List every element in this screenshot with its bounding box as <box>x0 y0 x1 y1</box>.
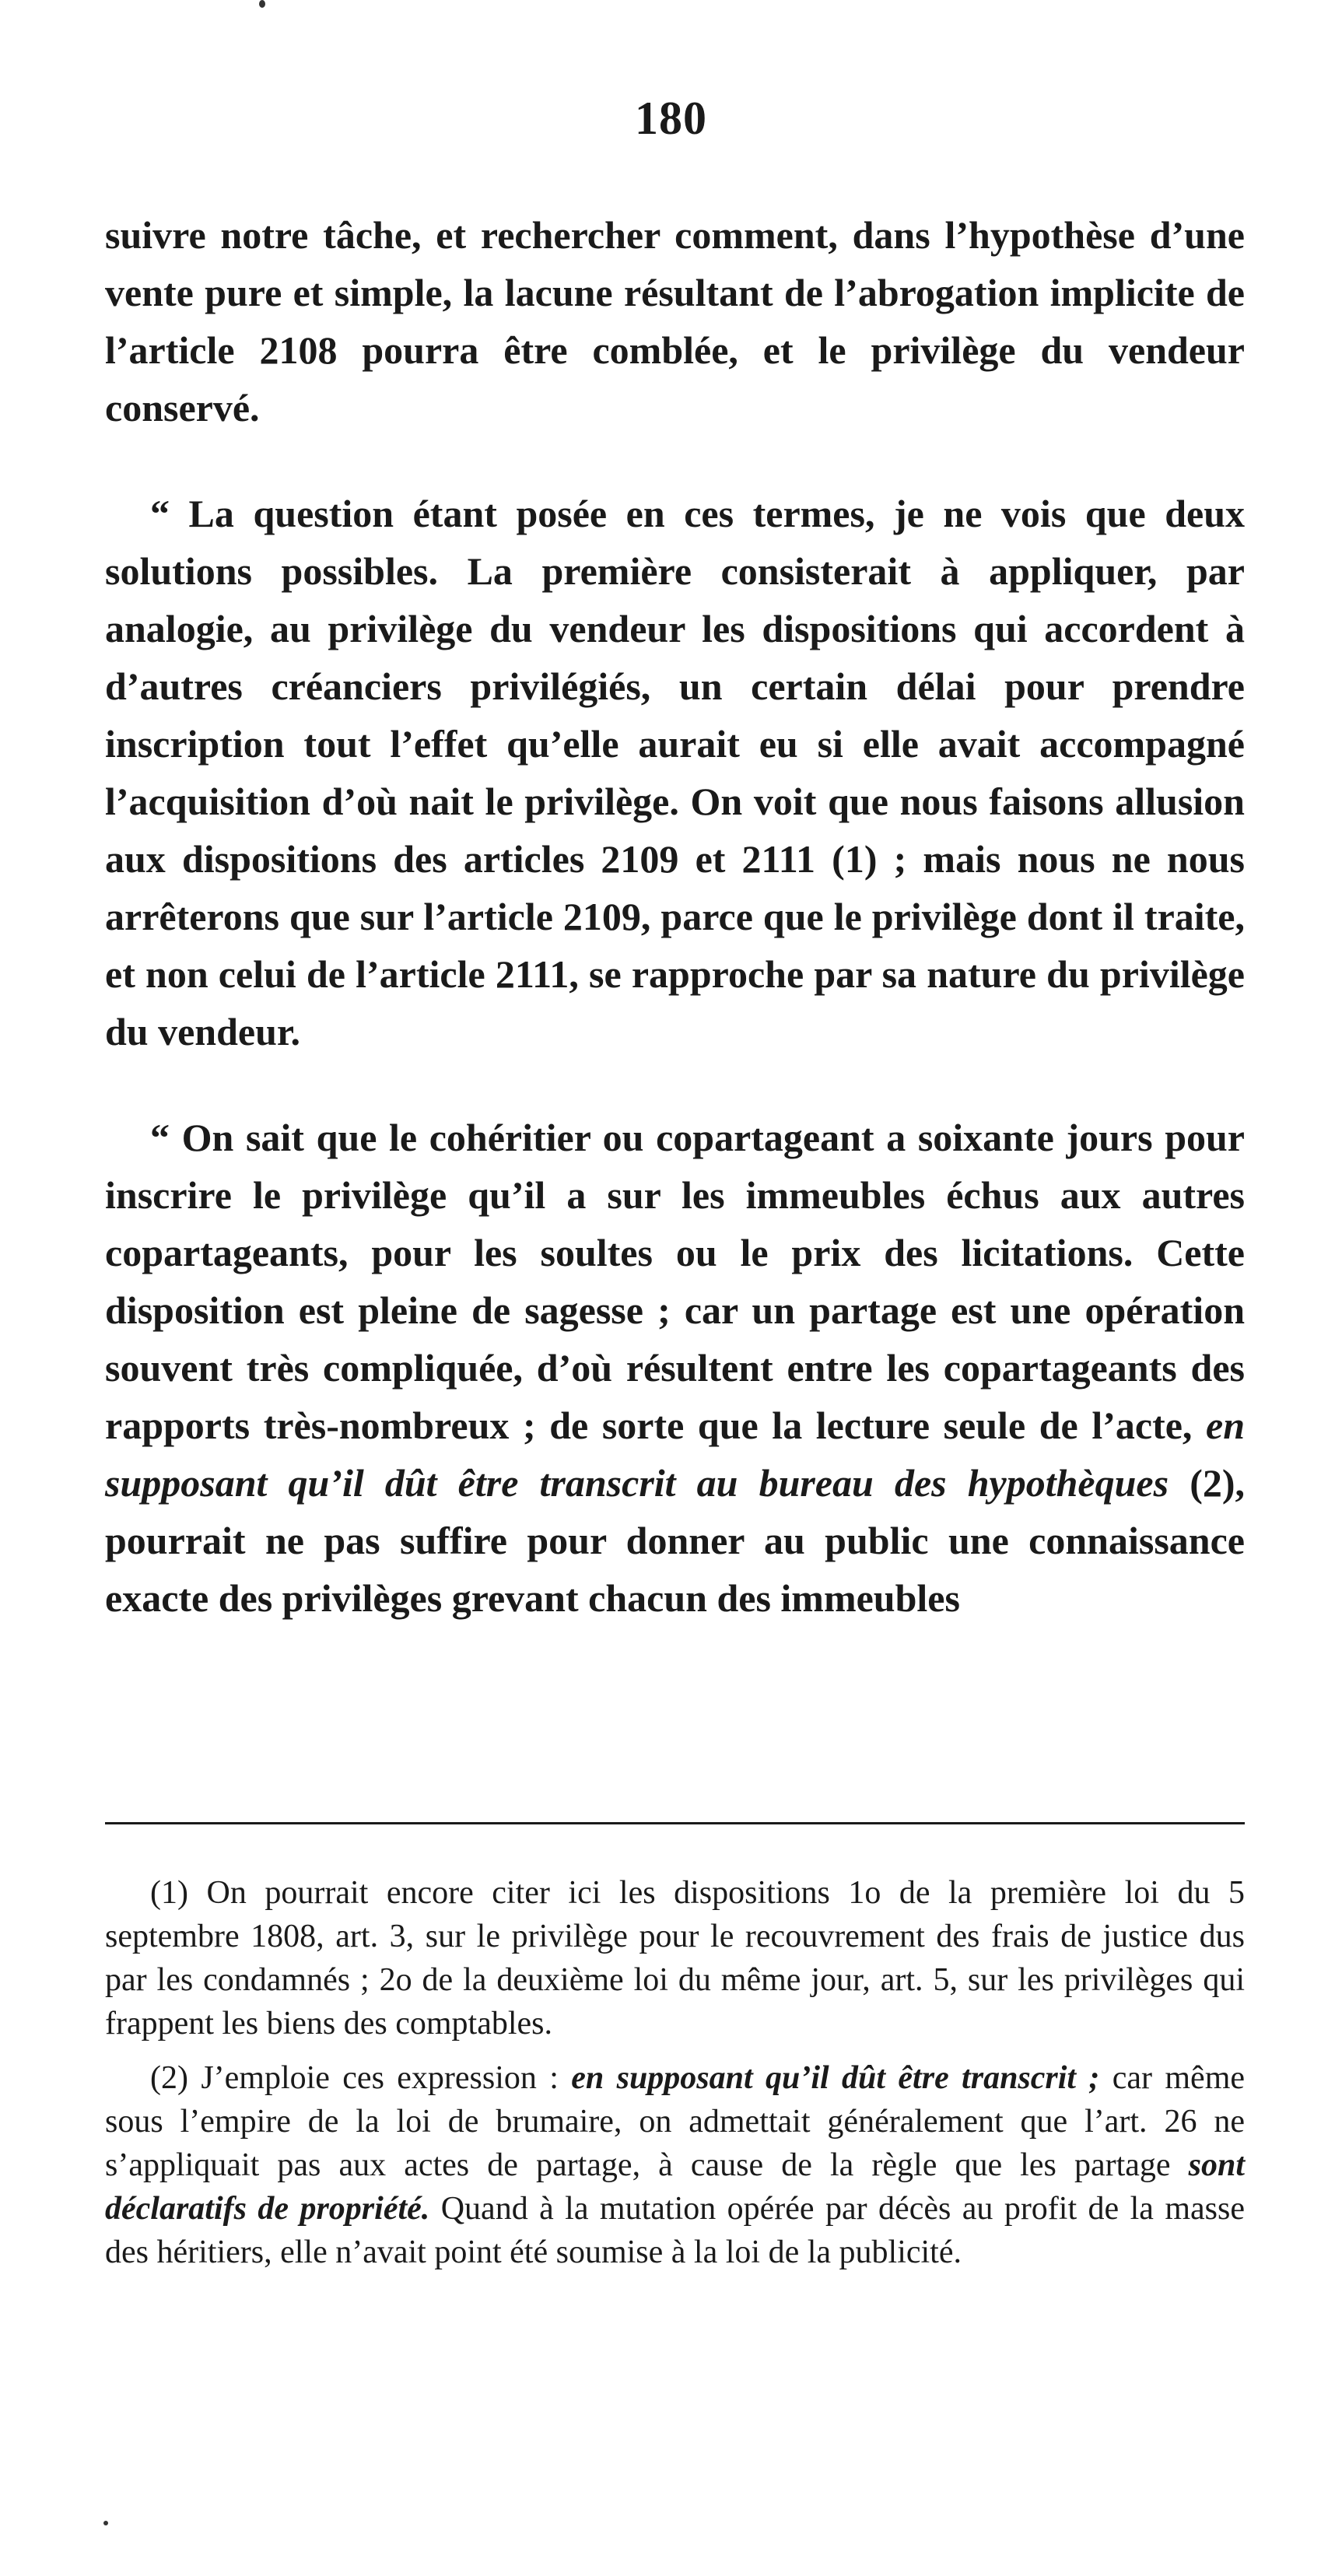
footnote-2 <box>105 2056 1245 2274</box>
page-number: 180 <box>635 93 707 144</box>
footnotes <box>105 1871 1245 2274</box>
footnote-1: (1) On pourrait encore citer ici les dispositions 1o de la première loi du 5 septembre 1808, art. 3, sur le privilège pour le recouvrement des frais de justice dus par les condamnés ; 2o de la deuxième loi du même jour, art. 5, sur les privilèges qui frappent les biens des comptables. <box>105 1875 1245 2042</box>
paragraph-question: “ La question étant posée en ces termes, je ne vois que deux solutions possibles. La première consisterait à appliquer, par analogie, au privilège du vendeur les dispositions qui accordent à d’autres créanciers privilégiés, un certain délai pour prendre inscription tout l’effet qu’elle aurait eu si elle avait accompagné l’acquisition d’où nait le privilège. On voit que nous faisons allusion aux dispositions des articles 2109 et 2111 (1) ; mais nous ne nous arrêterons que sur l’article 2109, parce que le privilège dont il traite, et non celui de l’article 2111, se rapproche par sa nature du privilège du vendeur. <box>105 492 1245 1053</box>
main-text <box>105 206 1245 1627</box>
paragraph-coheritier <box>105 1109 1245 1627</box>
footnote-2-text-a: (2) J’emploie ces expression : <box>150 2060 559 2096</box>
footnote-2-text-b: car même sous l’empire de la loi de brumaire, on admettait généralement que l’art. 26 ne s’appliquait pas aux actes de partage, à cause de la règle que les partage <box>105 2060 1245 2183</box>
footnote-2-text-c: Quand à la mutation opérée par décès au profit de la masse des héritiers, elle n’avait point été soumise à la loi de la publicité. <box>105 2191 1246 2270</box>
footnote-2-italic-2: sont déclaratifs de propriété. <box>105 2147 1246 2227</box>
ink-speck <box>259 0 265 8</box>
footnote-2-italic-1: en supposant qu’il dût être transcrit ; <box>571 2060 1100 2096</box>
paragraph-coheritier-text-a: “ On sait que le cohéritier ou copartageant a soixante jours pour inscrire le privilège qu’il a sur les immeubles échus aux autres copartageants, pour les soultes ou le prix des licitations. Cette disposition est pleine de sagesse ; car un partage est une opération souvent très compliquée, d’où résultent entre les copartageants des rapports très-nombreux ; de sorte que la lecture seule de l’acte, <box>105 1116 1245 1447</box>
footnote-separator <box>105 1822 1245 1824</box>
paragraph-coheritier-italic: en supposant qu’il dût être transcrit au bureau des hypothèques <box>105 1404 1246 1505</box>
ink-speck <box>103 2521 108 2525</box>
paragraph-continuation: suivre notre tâche, et rechercher comment, dans l’hypothèse d’une vente pure et simple, la lacune résultant de l’abrogation implicite de l’article 2108 pourra être comblée, et le privilège du vendeur conservé. <box>105 213 1245 429</box>
paragraph-coheritier-text-b: (2), pourrait ne pas suffire pour donner au public une connaissance exacte des privilèges grevant chacun des immeubles <box>105 1461 1245 1620</box>
